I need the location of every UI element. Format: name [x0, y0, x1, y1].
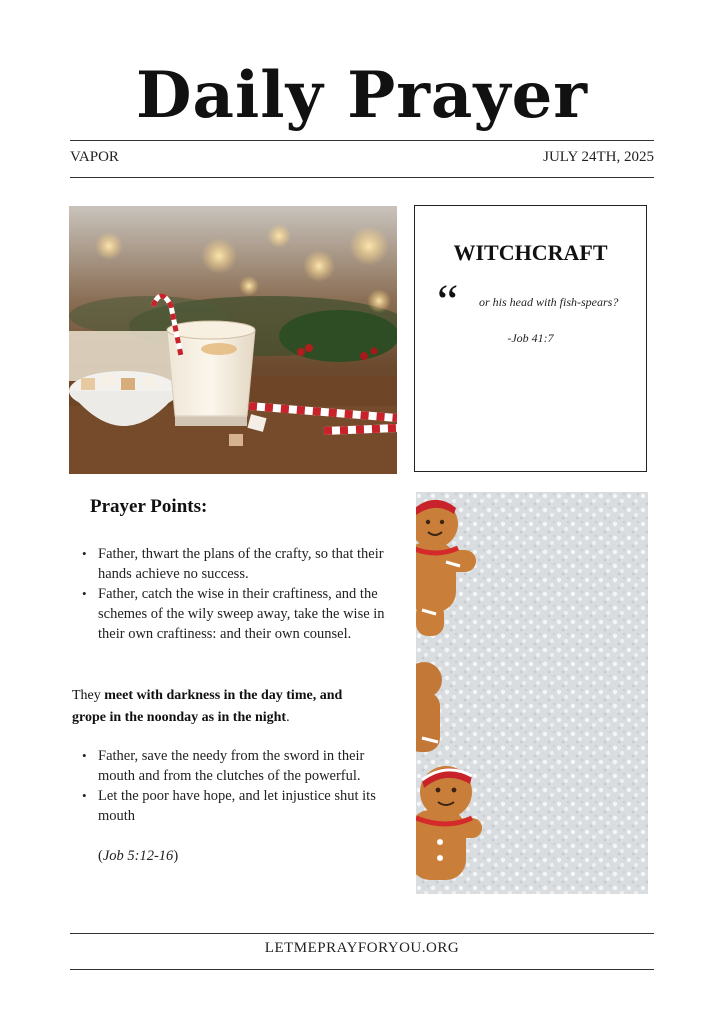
footer-bottom-rule [70, 969, 654, 970]
list-item: • Let the poor have hope, and let injustice shut its mouth [70, 786, 390, 826]
verse-prefix: They [72, 688, 105, 703]
header-left-meta: VAPOR [70, 149, 119, 165]
prayer-points-heading: Prayer Points: [90, 496, 208, 517]
milk-candy-cane-photo [69, 206, 397, 474]
prayer-points-list-1 [70, 544, 390, 644]
header-top-rule [70, 140, 654, 141]
scripture-verse [72, 685, 372, 729]
reference-open-paren: ( [98, 848, 103, 864]
quote-reference: -Job 41:7 [507, 331, 554, 345]
scripture-reference [98, 846, 178, 866]
gingerbread-cookies-photo [416, 492, 648, 894]
page-title: Daily Prayer [136, 58, 588, 133]
quote-text: or his head with fish-spears? [479, 295, 619, 309]
list-item: • Father, catch the wise in their craftiness, and the schemes of the wily sweep away, take the wise in their own craftiness: and their own counsel. [70, 584, 390, 644]
prayer-points-list-2 [70, 746, 390, 826]
quote-mark-icon: “ [437, 275, 459, 328]
list-item: • Father, save the needy from the sword in their mouth and from the clutches of the powerful. [70, 746, 390, 786]
verse-suffix: . [286, 710, 290, 725]
footer-top-rule [70, 933, 654, 934]
reference-text: Job 5:12-16 [102, 848, 174, 864]
quote-card-heading: WITCHCRAFT [453, 240, 608, 265]
header-date: JULY 24TH, 2025 [543, 149, 654, 165]
header-bottom-rule [70, 177, 654, 178]
list-item: • Father, thwart the plans of the crafty, so that their hands achieve no success. [70, 544, 390, 584]
reference-close-paren: ) [173, 848, 179, 864]
quote-card [414, 205, 647, 472]
verse-bold-text: meet with darkness in the day time, and grope in the noonday as in the night [72, 688, 343, 725]
footer-site-link[interactable]: LETMEPRAYFORYOU.ORG [264, 940, 460, 956]
